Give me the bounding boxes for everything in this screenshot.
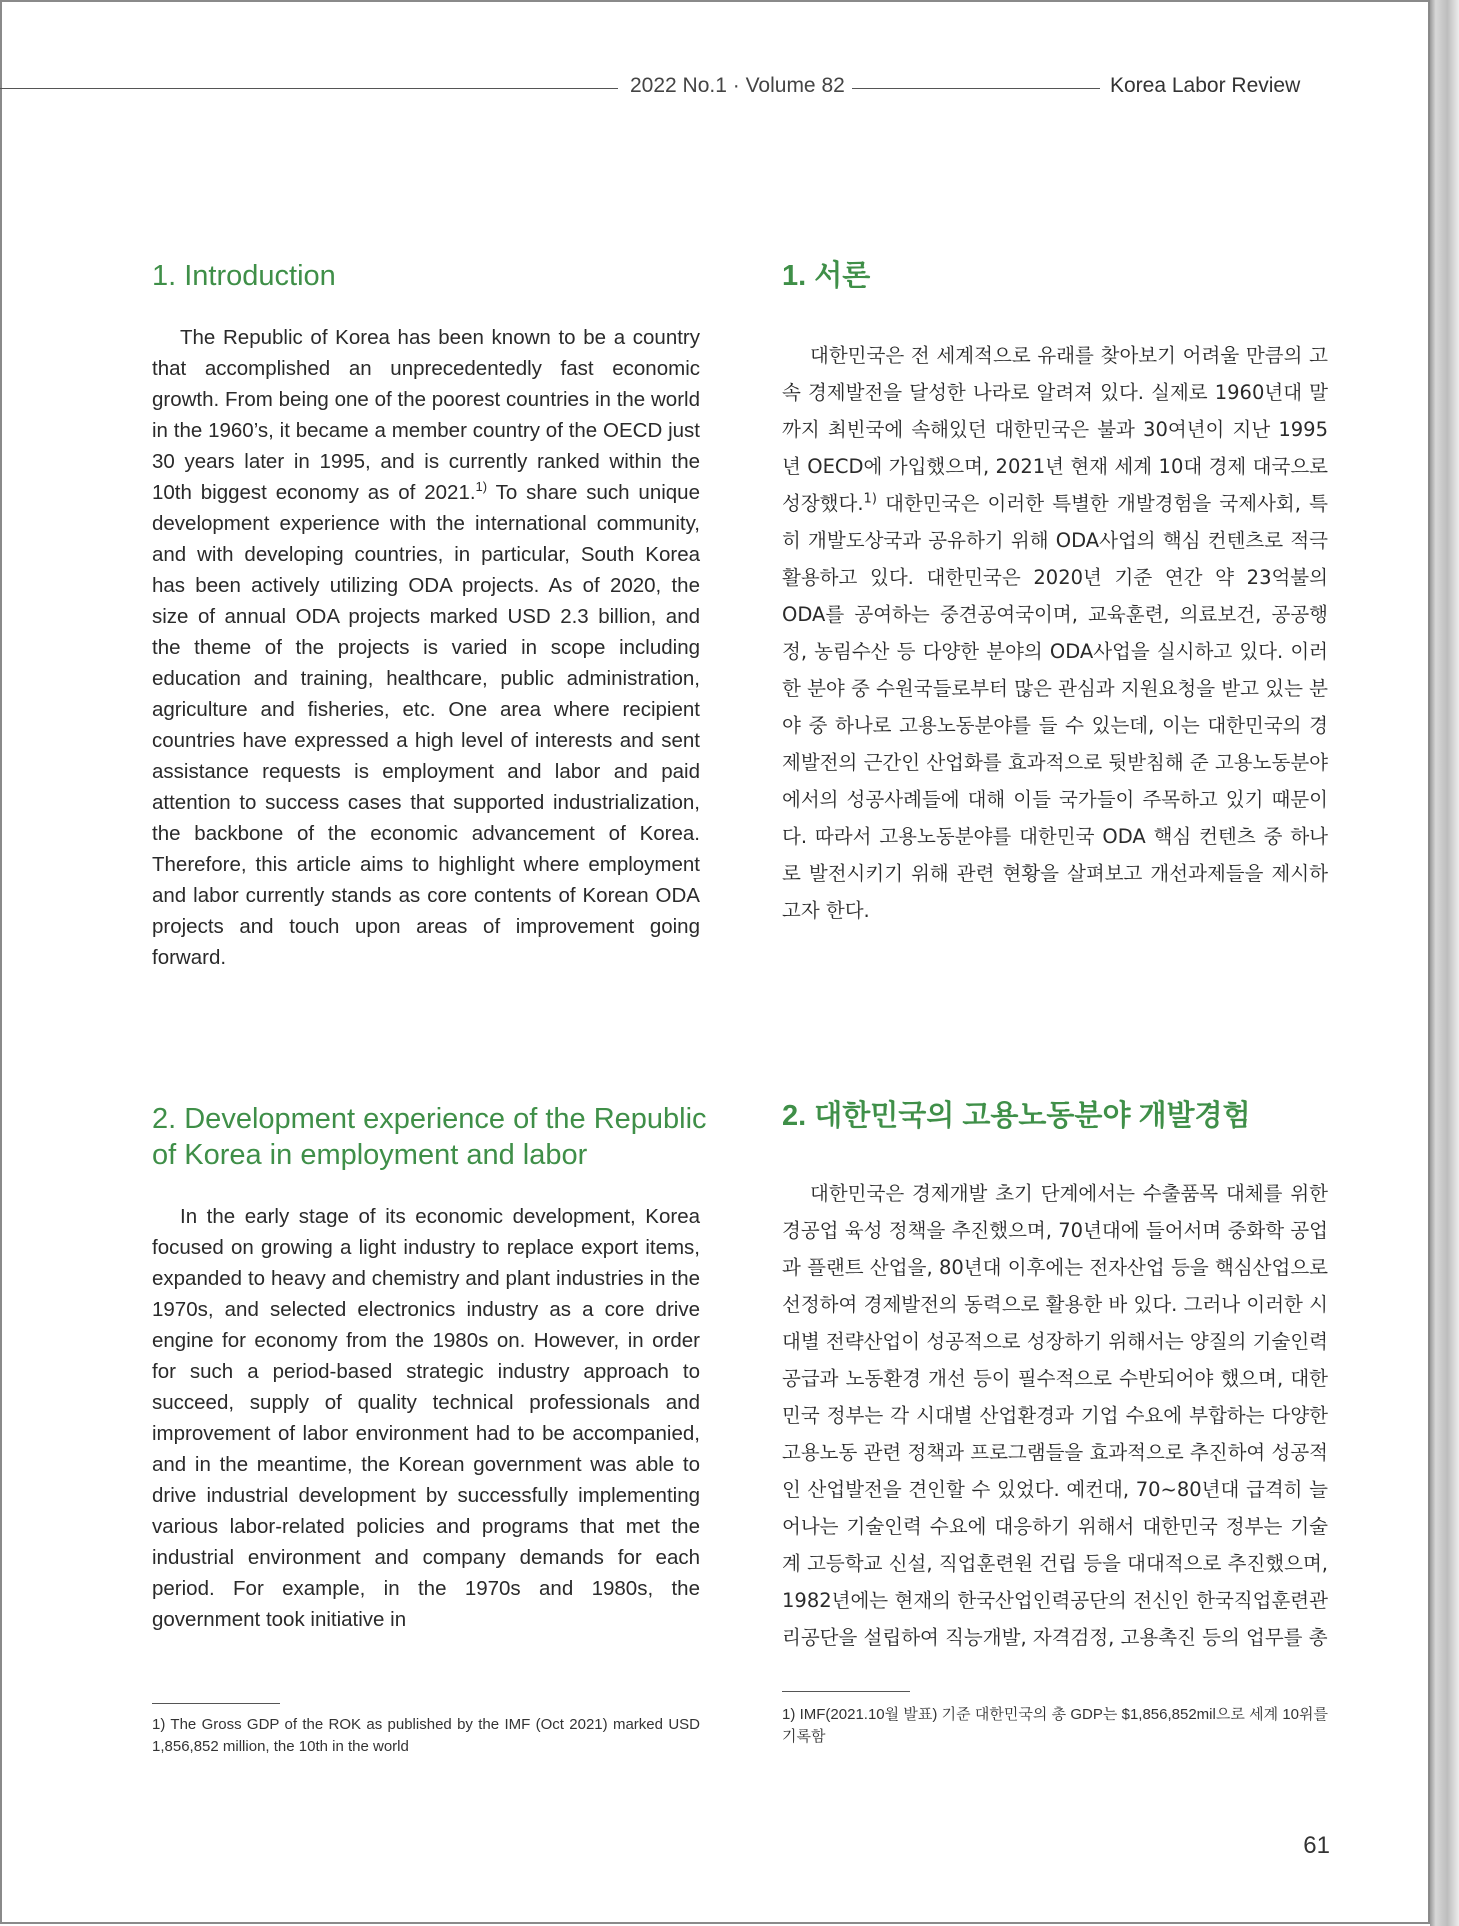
footnote-rule bbox=[152, 1703, 280, 1704]
section-heading-development-ko: 2. 대한민국의 고용노동분야 개발경험 bbox=[782, 1100, 1251, 1132]
header-rule-left bbox=[0, 88, 618, 89]
paragraph-development-en: In the early stage of its economic development, Korea focused on growing a light industry to replace export items, expanded to heavy and chemistry and plant industries in the 1970s, and selected electronics industry as a core drive engine for economy from the 1980s on. However, in order for such a period-based strategic industry approach to succeed, supply of quality technical professionals and improvement of labor environment had to be accompanied, and in the meantime, the Korean government was able to drive industrial development by successfully implementing various labor-related policies and programs that met the industrial environment and company demands for each period. For example, in the 1970s and 1980s, the government took initiative in bbox=[152, 1205, 700, 1631]
footnote-ko: 1) IMF(2021.10월 발표) 기준 대한민국의 총 GDP는 $1,856,852mil으로 세계 10위를 기록함 bbox=[782, 1706, 1328, 1745]
paragraph-introduction-ko bbox=[782, 337, 1328, 929]
header-rule-middle bbox=[852, 88, 1100, 89]
section-heading-development bbox=[152, 1101, 707, 1173]
heading-line: 2. Development experience of the Republic bbox=[152, 1103, 707, 1135]
header-issue: 2022 No.1 · Volume 82 bbox=[630, 74, 845, 97]
footnote-reference[interactable]: 1) bbox=[475, 479, 488, 495]
paragraph-text: To share such unique development experience with the international community, and with developing countries, in particular, South Korea has been actively utilizing ODA projects. As of 2020, the size of annual ODA projects marked USD 2.3 billion, and the theme of the projects is varied in scope including education and training, healthcare, public administration, agriculture and fisheries, etc. One area where recipient countries have expressed a high level of interests and sent assistance requests is employment and labor and paid attention to success cases that supported industrialization, the backbone of the economic advancement of Korea. Therefore, this article aims to highlight where employment and labor currently stands as core contents of Korean ODA projects and touch upon areas of improvement going forward. bbox=[152, 481, 700, 969]
paragraph-development-ko: 대한민국은 경제개발 초기 단계에서는 수출품목 대체를 위한 경공업 육성 정책을 추진했으며, 70년대에 들어서며 중화학 공업과 플랜트 산업을, 80년대 이후에는 전자산업 등을 핵심산업으로 선정하여 경제발전의 동력으로 활용한 바 있다. 그러나 이러한 시대별 전략산업이 성공적으로 성장하기 위해서는 양질의 기술인력 공급과 노동환경 개선 등이 필수적으로 수반되어야 했으며, 대한민국 정부는 각 시대별 산업환경과 기업 수요에 부합하는 다양한 고용노동 관련 정책과 프로그램들을 효과적으로 추진하여 성공적인 산업발전을 견인할 수 있었다. 예컨대, 70~80년대 급격히 늘어나는 기술인력 수요에 대응하기 위해서 대한민국 정부는 기술계 고등학교 신설, 직업훈련원 건립 등을 대대적으로 추진했으며, 1982년에는 현재의 한국산업인력공단의 전신인 한국직업훈련관리공단을 설립하여 직능개발, 자격검정, 고용촉진 등의 업무를 총 bbox=[782, 1182, 1328, 1649]
paragraph-text: 대한민국은 전 세계적으로 유래를 찾아보기 어려울 만큼의 고속 경제발전을 달성한 나라로 알려져 있다. 실제로 1960년대 말까지 최빈국에 속해있던 대한민국은 불과 30여년이 지난 1995년 OECD에 가입했으며, 2021년 현재 세계 10대 경제 대국으로 성장했다. bbox=[782, 344, 1328, 515]
heading-line: of Korea in employment and labor bbox=[152, 1139, 588, 1171]
footnote-rule bbox=[782, 1691, 910, 1692]
footnote-reference[interactable]: 1) bbox=[863, 491, 877, 507]
page-number: 61 bbox=[1303, 1832, 1330, 1859]
header-journal-title: Korea Labor Review bbox=[1110, 74, 1301, 97]
paragraph-text: The Republic of Korea has been known to be a country that accomplished an unprecedentedly fast economic growth. From being one of the poorest countries in the world in the 1960’s, it became a member country of the OECD just 30 years later in 1995, and is currently ranked within the 10th biggest economy as of 2021. bbox=[152, 326, 700, 504]
footnote-en: 1) The Gross GDP of the ROK as published by the IMF (Oct 2021) marked USD 1,856,852 million, the 10th in the world bbox=[152, 1716, 700, 1755]
section-heading-introduction: 1. Introduction bbox=[152, 260, 336, 292]
paragraph-text: 대한민국은 이러한 특별한 개발경험을 국제사회, 특히 개발도상국과 공유하기 위해 ODA사업의 핵심 컨텐츠로 적극 활용하고 있다. 대한민국은 2020년 기준 연간 약 23억불의 ODA를 공여하는 중견공여국이며, 교육훈련, 의료보건, 공공행정, 농림수산 등 다양한 분야의 ODA사업을 실시하고 있다. 이러한 분야 중 수원국들로부터 많은 관심과 지원요청을 받고 있는 분야 중 하나로 고용노동분야를 들 수 있는데, 이는 대한민국의 경제발전의 근간인 산업화를 효과적으로 뒷받침해 준 고용노동분야에서의 성공사례들에 대해 이들 국가들이 주목하고 있기 때문이다. 따라서 고용노동분야를 대한민국 ODA 핵심 컨텐츠 중 하나로 발전시키기 위해 관련 현황을 살펴보고 개선과제들을 제시하고자 한다. bbox=[782, 492, 1328, 922]
page-edge-shadow bbox=[1430, 0, 1459, 1926]
section-heading-introduction-ko: 1. 서론 bbox=[782, 260, 871, 292]
paragraph-introduction-en bbox=[152, 322, 700, 973]
